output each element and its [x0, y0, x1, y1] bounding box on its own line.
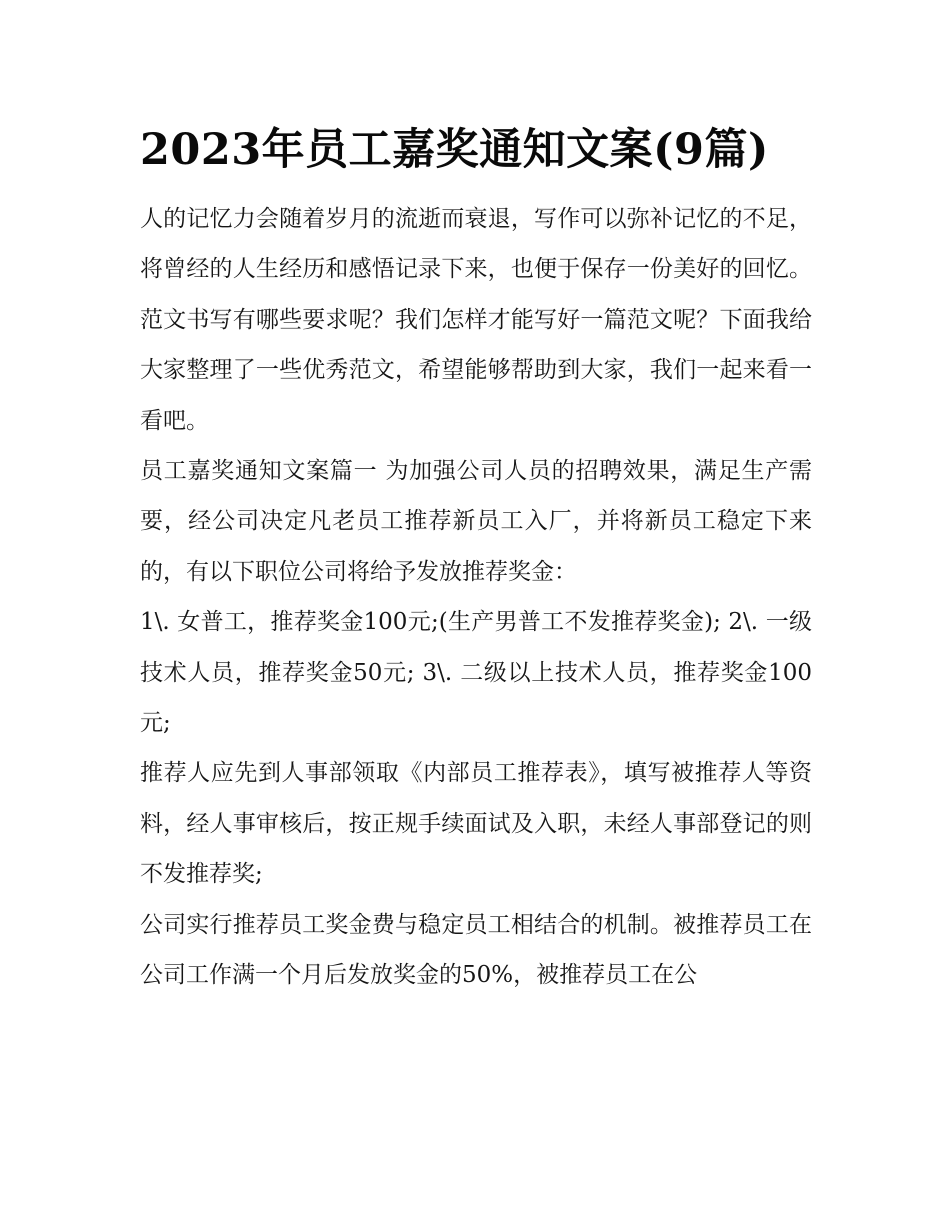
paragraph-referral-procedure: 推荐人应先到人事部领取《内部员工推荐表》，填写被推荐人等资料，经人事审核后，按正规手续面试及入职，未经人事部登记的则不发推荐奖;: [140, 760, 812, 888]
document-body: [140, 118, 812, 1001]
paragraph-bonus-list: 1\. 女普工，推荐奖金100元;(生产男普工不发推荐奖金); 2\. 一级技术人员，推荐奖金50元; 3\. 二级以上技术人员，推荐奖金100元;: [140, 609, 812, 737]
paragraph-notice-one: 员工嘉奖通知文案篇一 为加强公司人员的招聘效果，满足生产需要，经公司决定凡老员工推荐新员工入厂，并将新员工稳定下来的，有以下职位公司将给予发放推荐奖金：: [140, 458, 812, 585]
paragraph-intro: 人的记忆力会随着岁月的流逝而衰退，写作可以弥补记忆的不足，将曾经的人生经历和感悟记录下来，也便于保存一份美好的回忆。范文书写有哪些要求呢？我们怎样才能写好一篇范文呢？下面我给大家整理了一些优秀范文，希望能够帮助到大家，我们一起来看一看吧。: [140, 206, 812, 434]
paragraph-bonus-mechanism: 公司实行推荐员工奖金费与稳定员工相结合的机制。被推荐员工在公司工作满一个月后发放奖金的50%，被推荐员工在公: [140, 911, 812, 989]
document-title: 2023年员工嘉奖通知文案(9篇): [140, 125, 769, 175]
